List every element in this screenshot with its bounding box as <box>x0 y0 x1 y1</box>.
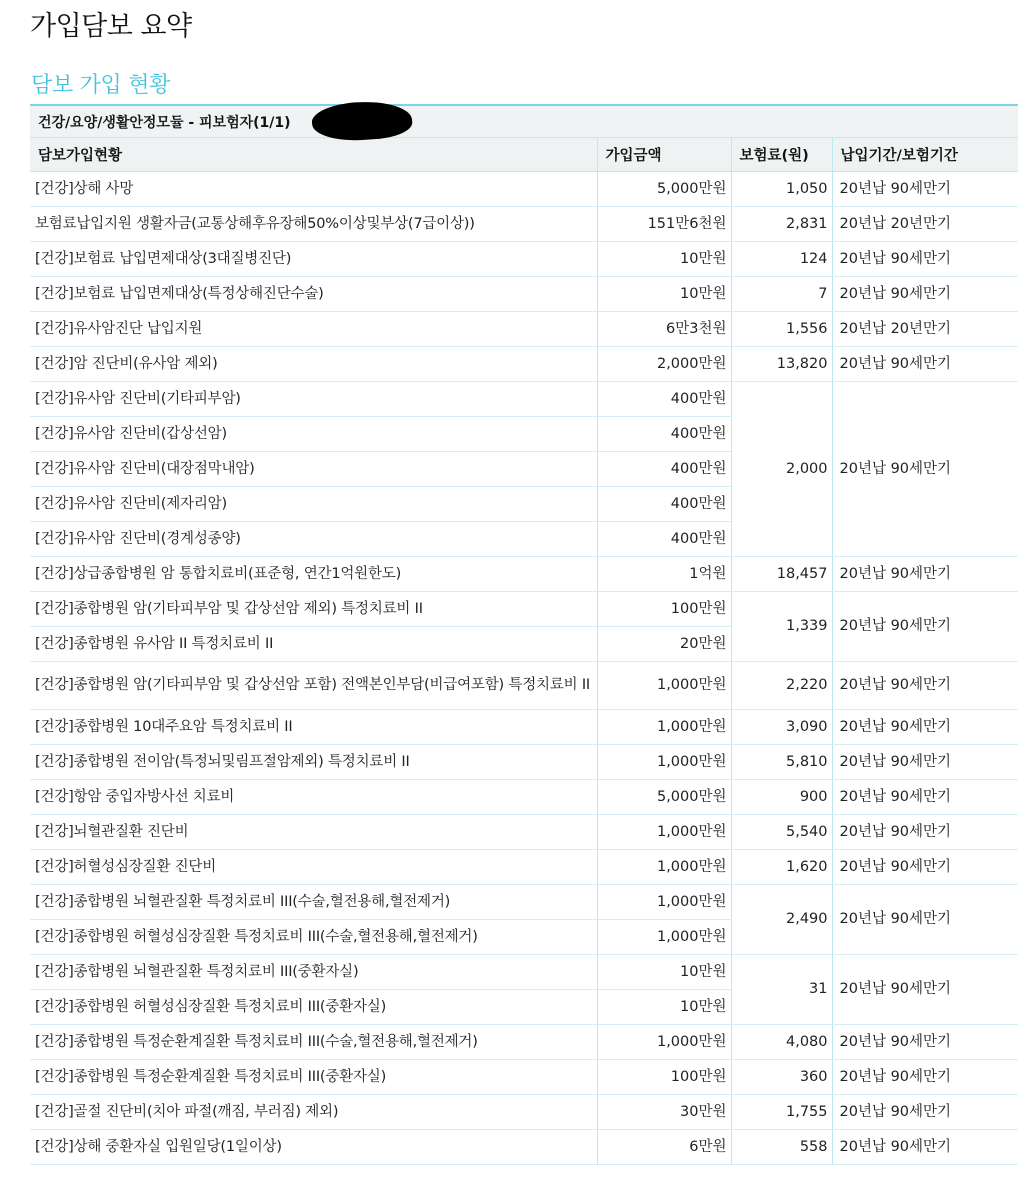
coverage-amount-cell: 1,000만원 <box>597 1025 731 1060</box>
premium-cell: 1,755 <box>731 1095 832 1130</box>
coverage-name-cell: [건강]보험료 납입면제대상(특정상해진단수술) <box>30 277 597 312</box>
payment-term-cell: 20년납 20년만기 <box>832 207 1018 242</box>
payment-term-cell: 20년납 90세만기 <box>832 242 1018 277</box>
payment-term-cell: 20년납 90세만기 <box>832 592 1018 662</box>
coverage-name-cell: [건강]종합병원 유사암 II 특정치료비 II <box>30 627 597 662</box>
payment-term-cell: 20년납 90세만기 <box>832 815 1018 850</box>
premium-cell: 1,339 <box>731 592 832 662</box>
premium-cell: 13,820 <box>731 347 832 382</box>
premium-cell: 1,050 <box>731 172 832 207</box>
premium-cell: 5,810 <box>731 745 832 780</box>
coverage-name-cell: [건강]뇌혈관질환 진단비 <box>30 815 597 850</box>
coverage-name-cell: [건강]종합병원 암(기타피부암 및 갑상선암 제외) 특정치료비 II <box>30 592 597 627</box>
table-row <box>30 592 1018 627</box>
redacted-name-mark <box>311 99 413 144</box>
table-header-row <box>30 138 1018 172</box>
coverage-name-cell: [건강]유사암 진단비(대장점막내암) <box>30 452 597 487</box>
table-row <box>30 347 1018 382</box>
coverage-name-cell: [건강]종합병원 허혈성심장질환 특정치료비 III(중환자실) <box>30 990 597 1025</box>
payment-term-cell: 20년납 90세만기 <box>832 955 1018 1025</box>
coverage-amount-cell: 1억원 <box>597 557 731 592</box>
coverage-table <box>30 138 1018 1165</box>
payment-term-cell: 20년납 90세만기 <box>832 710 1018 745</box>
coverage-amount-cell: 1,000만원 <box>597 920 731 955</box>
payment-term-cell: 20년납 90세만기 <box>832 382 1018 557</box>
payment-term-cell: 20년납 90세만기 <box>832 1095 1018 1130</box>
coverage-name-cell: [건강]종합병원 허혈성심장질환 특정치료비 III(수술,혈전용해,혈전제거) <box>30 920 597 955</box>
coverage-amount-cell: 2,000만원 <box>597 347 731 382</box>
premium-cell: 360 <box>731 1060 832 1095</box>
coverage-name-cell: [건강]유사암진단 납입지원 <box>30 312 597 347</box>
coverage-amount-cell: 100만원 <box>597 1060 731 1095</box>
coverage-amount-cell: 1,000만원 <box>597 815 731 850</box>
coverage-name-cell: [건강]종합병원 뇌혈관질환 특정치료비 III(중환자실) <box>30 955 597 990</box>
table-row <box>30 277 1018 312</box>
coverage-amount-cell: 400만원 <box>597 382 731 417</box>
payment-term-cell: 20년납 90세만기 <box>832 1025 1018 1060</box>
insured-group-label: 건강/요양/생활안정모듈 - 피보험자(1/1) <box>38 114 291 131</box>
coverage-amount-cell: 10만원 <box>597 955 731 990</box>
table-row <box>30 172 1018 207</box>
column-header-term: 납입기간/보험기간 <box>832 138 1018 172</box>
table-row <box>30 1025 1018 1060</box>
coverage-amount-cell: 151만6천원 <box>597 207 731 242</box>
premium-cell: 18,457 <box>731 557 832 592</box>
coverage-amount-cell: 5,000만원 <box>597 780 731 815</box>
payment-term-cell: 20년납 90세만기 <box>832 172 1018 207</box>
premium-cell: 4,080 <box>731 1025 832 1060</box>
table-row <box>30 1095 1018 1130</box>
coverage-name-cell: [건강]종합병원 특정순환계질환 특정치료비 III(중환자실) <box>30 1060 597 1095</box>
table-row <box>30 1060 1018 1095</box>
coverage-amount-cell: 6만원 <box>597 1130 731 1165</box>
coverage-amount-cell: 1,000만원 <box>597 850 731 885</box>
coverage-name-cell: [건강]종합병원 10대주요암 특정치료비 II <box>30 710 597 745</box>
premium-cell: 5,540 <box>731 815 832 850</box>
table-row <box>30 207 1018 242</box>
coverage-amount-cell: 5,000만원 <box>597 172 731 207</box>
payment-term-cell: 20년납 90세만기 <box>832 745 1018 780</box>
table-row <box>30 815 1018 850</box>
coverage-name-cell: [건강]골절 진단비(치아 파절(깨짐, 부러짐) 제외) <box>30 1095 597 1130</box>
coverage-amount-cell: 100만원 <box>597 592 731 627</box>
column-header-coverage: 담보가입현황 <box>30 138 597 172</box>
table-row <box>30 745 1018 780</box>
coverage-table-container <box>30 104 1018 1165</box>
payment-term-cell: 20년납 90세만기 <box>832 850 1018 885</box>
premium-cell: 124 <box>731 242 832 277</box>
premium-cell: 2,831 <box>731 207 832 242</box>
payment-term-cell: 20년납 20년만기 <box>832 312 1018 347</box>
table-row <box>30 662 1018 710</box>
table-row <box>30 312 1018 347</box>
coverage-name-cell: [건강]종합병원 특정순환계질환 특정치료비 III(수술,혈전용해,혈전제거) <box>30 1025 597 1060</box>
coverage-amount-cell: 30만원 <box>597 1095 731 1130</box>
payment-term-cell: 20년납 90세만기 <box>832 347 1018 382</box>
page-title: 가입담보 요약 <box>30 11 192 42</box>
coverage-amount-cell: 1,000만원 <box>597 710 731 745</box>
coverage-name-cell: [건강]유사암 진단비(기타피부암) <box>30 382 597 417</box>
premium-cell: 3,090 <box>731 710 832 745</box>
coverage-amount-cell: 400만원 <box>597 452 731 487</box>
coverage-amount-cell: 20만원 <box>597 627 731 662</box>
premium-cell: 1,620 <box>731 850 832 885</box>
coverage-name-cell: [건강]유사암 진단비(갑상선암) <box>30 417 597 452</box>
coverage-amount-cell: 400만원 <box>597 487 731 522</box>
coverage-amount-cell: 10만원 <box>597 277 731 312</box>
payment-term-cell: 20년납 90세만기 <box>832 780 1018 815</box>
premium-cell: 2,490 <box>731 885 832 955</box>
coverage-name-cell: [건강]종합병원 전이암(특정뇌및림프절암제외) 특정치료비 II <box>30 745 597 780</box>
payment-term-cell: 20년납 90세만기 <box>832 662 1018 710</box>
coverage-name-cell: [건강]상해 사망 <box>30 172 597 207</box>
coverage-amount-cell: 1,000만원 <box>597 885 731 920</box>
coverage-name-cell: [건강]보험료 납입면제대상(3대질병진단) <box>30 242 597 277</box>
premium-cell: 7 <box>731 277 832 312</box>
table-row <box>30 850 1018 885</box>
premium-cell: 2,220 <box>731 662 832 710</box>
coverage-amount-cell: 400만원 <box>597 417 731 452</box>
coverage-name-cell: [건강]종합병원 뇌혈관질환 특정치료비 III(수술,혈전용해,혈전제거) <box>30 885 597 920</box>
insured-group-header <box>30 104 1018 138</box>
coverage-name-cell: [건강]항암 중입자방사선 치료비 <box>30 780 597 815</box>
table-row <box>30 557 1018 592</box>
table-row <box>30 710 1018 745</box>
payment-term-cell: 20년납 90세만기 <box>832 557 1018 592</box>
coverage-amount-cell: 10만원 <box>597 990 731 1025</box>
coverage-name-cell: 보험료납입지원 생활자금(교통상해후유장해50%이상및부상(7급이상)) <box>30 207 597 242</box>
premium-cell: 31 <box>731 955 832 1025</box>
table-row <box>30 780 1018 815</box>
coverage-name-cell: [건강]유사암 진단비(제자리암) <box>30 487 597 522</box>
table-row <box>30 242 1018 277</box>
payment-term-cell: 20년납 90세만기 <box>832 1130 1018 1165</box>
coverage-amount-cell: 1,000만원 <box>597 662 731 710</box>
payment-term-cell: 20년납 90세만기 <box>832 1060 1018 1095</box>
payment-term-cell: 20년납 90세만기 <box>832 277 1018 312</box>
coverage-amount-cell: 6만3천원 <box>597 312 731 347</box>
section-title: 담보 가입 현황 <box>31 73 171 98</box>
premium-cell: 900 <box>731 780 832 815</box>
coverage-name-cell: [건강]상급종합병원 암 통합치료비(표준형, 연간1억원한도) <box>30 557 597 592</box>
table-row <box>30 885 1018 920</box>
premium-cell: 558 <box>731 1130 832 1165</box>
coverage-name-cell: [건강]상해 중환자실 입원일당(1일이상) <box>30 1130 597 1165</box>
table-row <box>30 382 1018 417</box>
coverage-amount-cell: 1,000만원 <box>597 745 731 780</box>
coverage-name-cell: [건강]암 진단비(유사암 제외) <box>30 347 597 382</box>
table-body <box>30 172 1018 1165</box>
premium-cell: 1,556 <box>731 312 832 347</box>
coverage-name-cell: [건강]유사암 진단비(경계성종양) <box>30 522 597 557</box>
coverage-name-cell: [건강]종합병원 암(기타피부암 및 갑상선암 포함) 전액본인부담(비급여포함) 특정치료비 II <box>30 662 597 710</box>
column-header-amount: 가입금액 <box>597 138 731 172</box>
coverage-name-cell: [건강]허혈성심장질환 진단비 <box>30 850 597 885</box>
premium-cell: 2,000 <box>731 382 832 557</box>
table-row <box>30 1130 1018 1165</box>
payment-term-cell: 20년납 90세만기 <box>832 885 1018 955</box>
coverage-amount-cell: 400만원 <box>597 522 731 557</box>
column-header-premium: 보험료(원) <box>731 138 832 172</box>
coverage-amount-cell: 10만원 <box>597 242 731 277</box>
table-row <box>30 955 1018 990</box>
